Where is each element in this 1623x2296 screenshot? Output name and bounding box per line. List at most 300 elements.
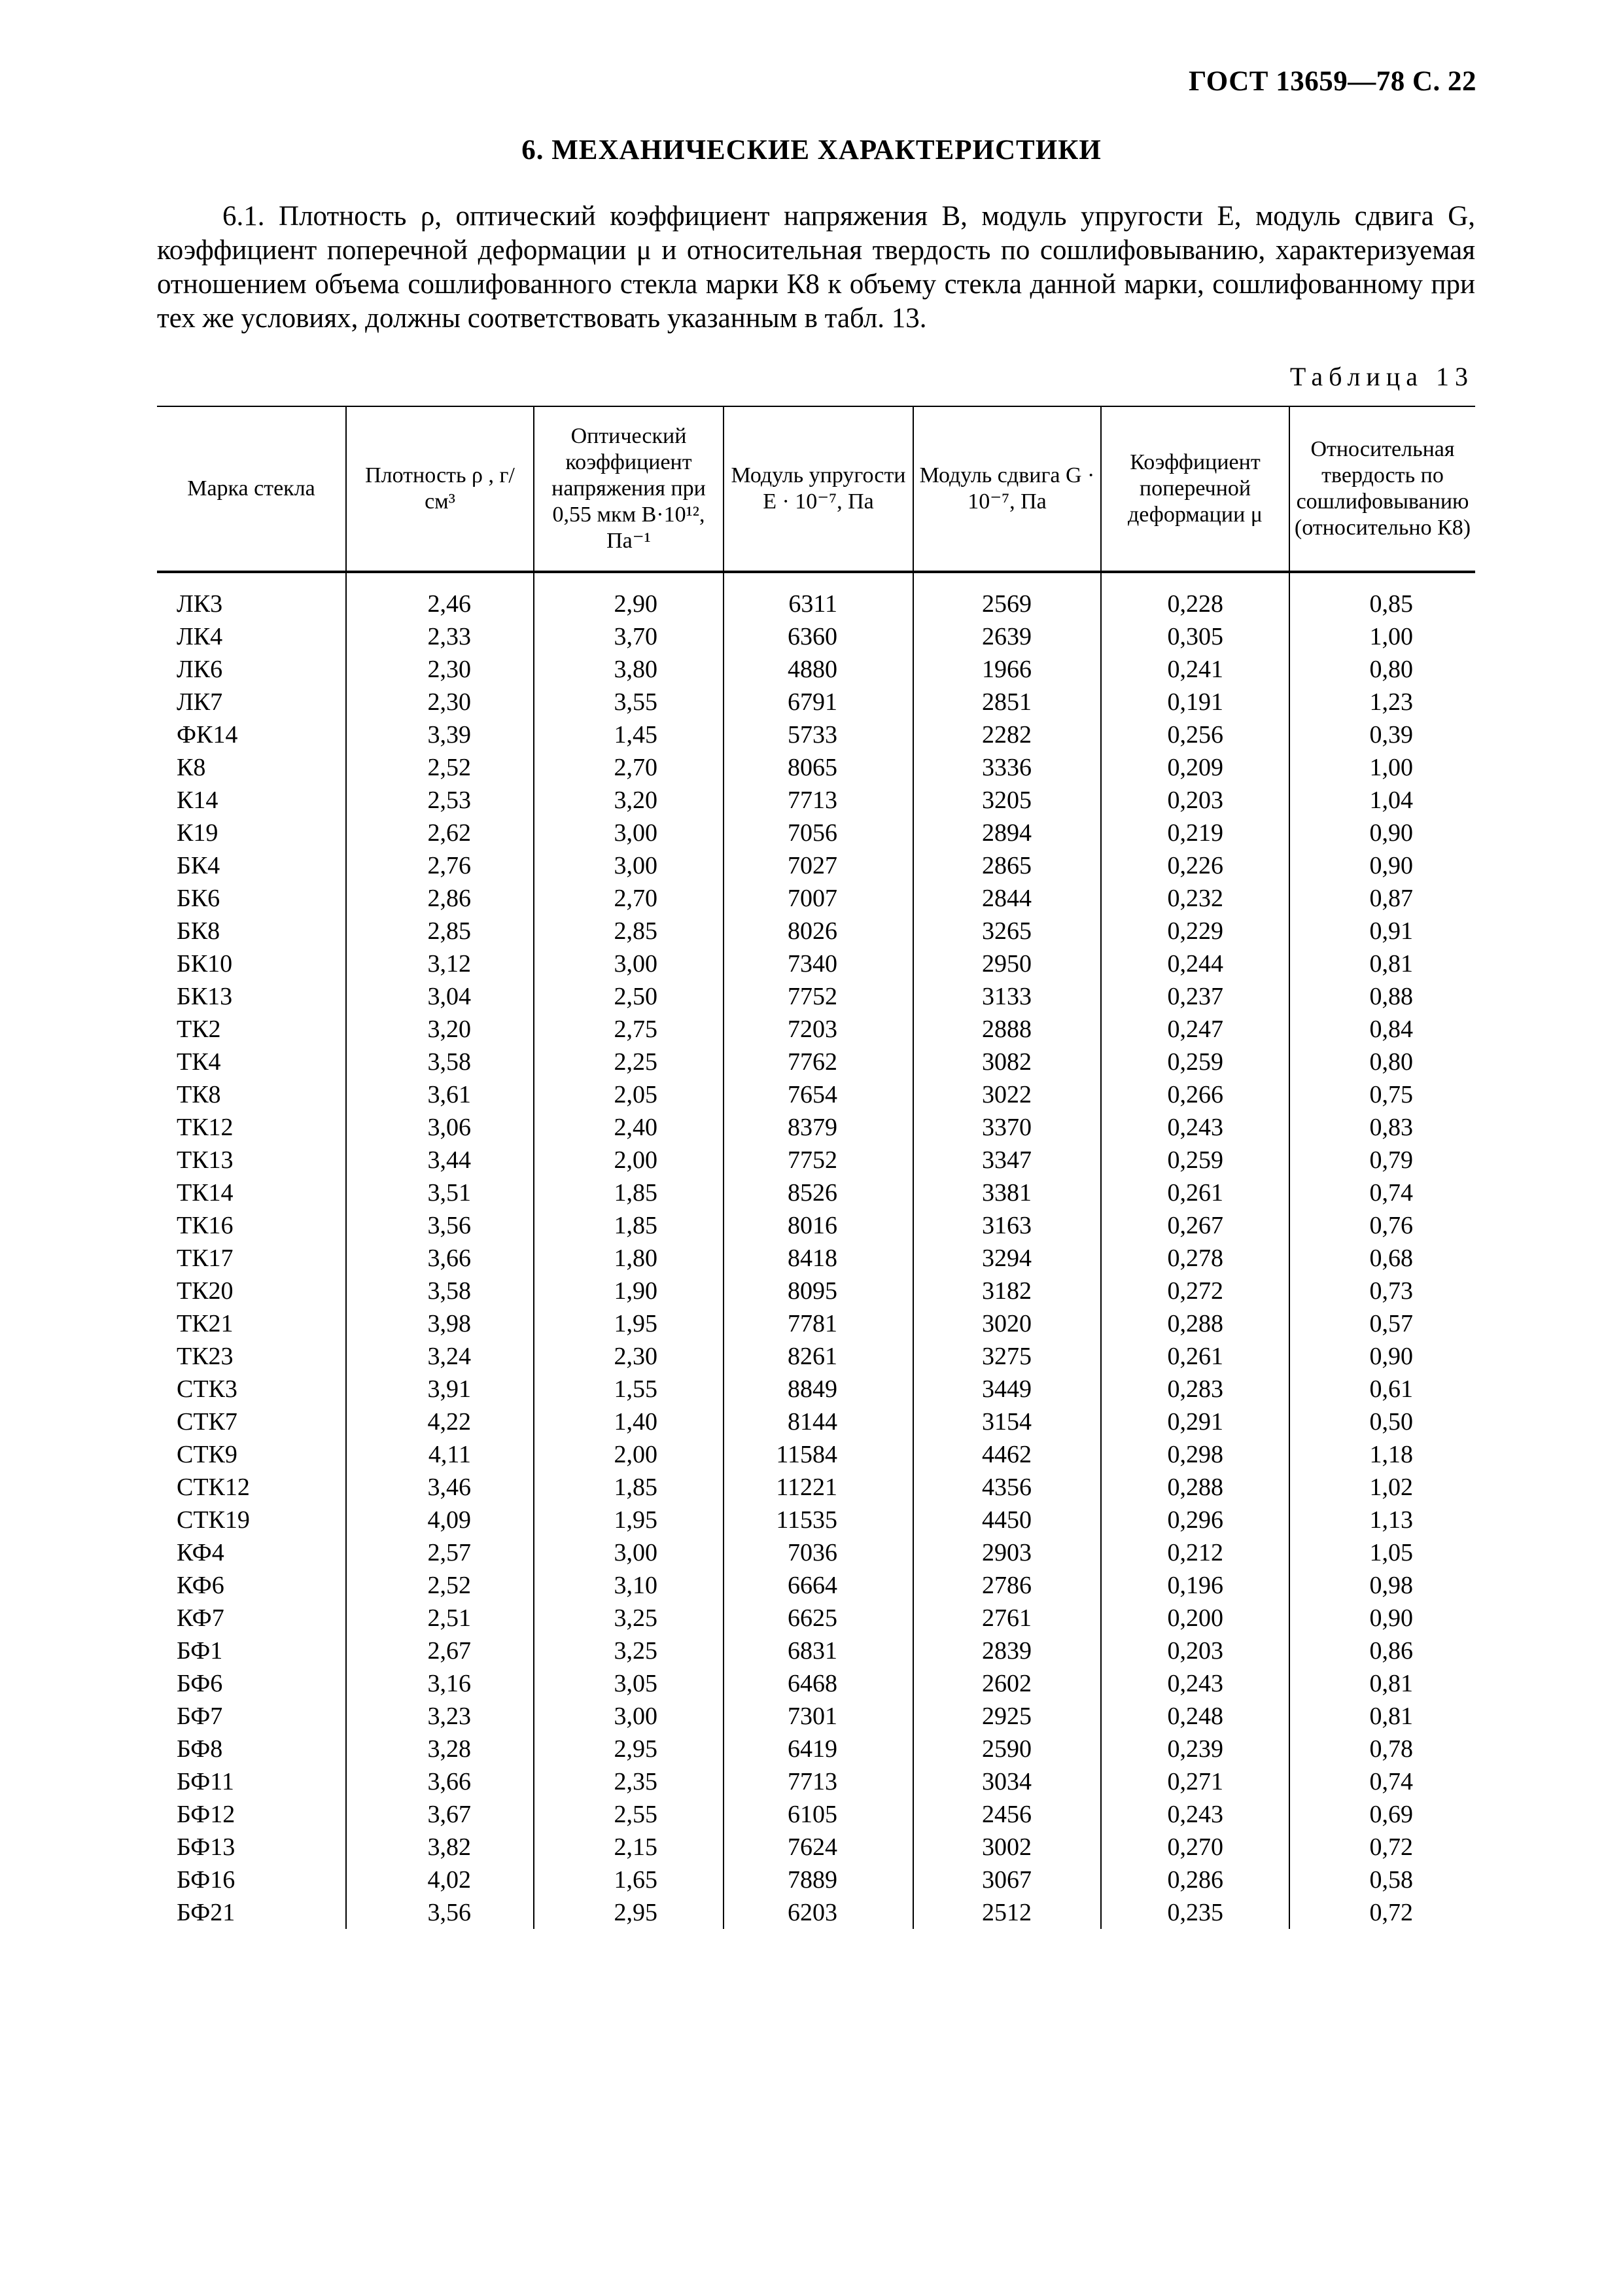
table-cell: 3,55 [534, 686, 724, 718]
table-cell: 2,70 [534, 882, 724, 915]
table-cell: 1,95 [534, 1504, 724, 1536]
glass-grade-cell: БФ8 [177, 1735, 223, 1763]
table-cell: 3,56 [346, 1209, 534, 1242]
table-cell: 3,44 [346, 1144, 534, 1176]
glass-grade-cell: БК4 [177, 852, 220, 879]
table-cell: 8849 [724, 1373, 913, 1405]
table-cell: 2282 [913, 718, 1101, 751]
table-cell: 3,58 [346, 1275, 534, 1307]
table-row [157, 1602, 1475, 1634]
table-cell: 1,85 [534, 1209, 724, 1242]
glass-grade-cell: ЛК6 [177, 656, 223, 683]
table-cell: 2,00 [534, 1144, 724, 1176]
table-cell: 7781 [724, 1307, 913, 1340]
table-cell: 0,81 [1289, 1700, 1475, 1733]
table-cell: 0,237 [1101, 980, 1289, 1013]
table-body [157, 572, 1475, 1929]
table-cell: 7713 [724, 1765, 913, 1798]
table-cell: 3067 [913, 1863, 1101, 1896]
table-cell: 2851 [913, 686, 1101, 718]
table-cell: 2,52 [346, 1569, 534, 1602]
glass-grade-cell: ТК20 [177, 1277, 234, 1305]
table-cell: 2,95 [534, 1896, 724, 1929]
table-cell: 3,00 [534, 849, 724, 882]
glass-grade-cell: БФ1 [177, 1637, 223, 1665]
glass-grade-cell: СТК7 [177, 1408, 237, 1436]
table-cell: 2888 [913, 1013, 1101, 1046]
table-cell: 0,212 [1101, 1536, 1289, 1569]
table-cell: 3034 [913, 1765, 1101, 1798]
table-cell: 0,50 [1289, 1405, 1475, 1438]
table-cell: 2,86 [346, 882, 534, 915]
glass-grade-cell: ТК8 [177, 1081, 221, 1108]
table-cell: 2,33 [346, 620, 534, 653]
table-cell: 2,25 [534, 1046, 724, 1078]
table-cell: 8026 [724, 915, 913, 947]
table-cell: 2925 [913, 1700, 1101, 1733]
table-cell: 1966 [913, 653, 1101, 686]
table-cell: 3,00 [534, 947, 724, 980]
column-header: Марка стекла [157, 406, 346, 572]
table-row [157, 1667, 1475, 1700]
glass-grade-cell: ТК23 [177, 1343, 234, 1370]
glass-grade-cell: СТК3 [177, 1375, 237, 1403]
table-cell: 2,62 [346, 817, 534, 849]
table-cell: 7752 [724, 1144, 913, 1176]
table-row [157, 620, 1475, 653]
table-cell: 11221 [724, 1471, 913, 1504]
table-cell: 0,243 [1101, 1111, 1289, 1144]
glass-grade-cell: ТК14 [177, 1179, 234, 1207]
table-cell: 0,74 [1289, 1176, 1475, 1209]
table-cell: 0,248 [1101, 1700, 1289, 1733]
table-cell: 0,72 [1289, 1896, 1475, 1929]
table-cell: 2,85 [534, 915, 724, 947]
table-cell: 1,85 [534, 1176, 724, 1209]
table-cell: 0,84 [1289, 1013, 1475, 1046]
table-cell: 8261 [724, 1340, 913, 1373]
table-row [157, 1405, 1475, 1438]
table-cell: 0,286 [1101, 1863, 1289, 1896]
table-cell: 2,15 [534, 1831, 724, 1863]
table-row [157, 1373, 1475, 1405]
glass-grade-cell: ЛК4 [177, 623, 223, 650]
table-cell: 3,12 [346, 947, 534, 980]
table-cell: 0,69 [1289, 1798, 1475, 1831]
table-cell: 0,196 [1101, 1569, 1289, 1602]
table-cell: 3,70 [534, 620, 724, 653]
table-cell: 0,90 [1289, 1602, 1475, 1634]
table-cell: 2,53 [346, 784, 534, 817]
table-cell: 2639 [913, 620, 1101, 653]
table-cell: 3,06 [346, 1111, 534, 1144]
glass-grade-cell: БФ6 [177, 1670, 223, 1697]
table-cell: 4,11 [346, 1438, 534, 1471]
table-cell: 3265 [913, 915, 1101, 947]
table-cell: 0,229 [1101, 915, 1289, 947]
table-row [157, 882, 1475, 915]
table-row [157, 1896, 1475, 1929]
table-cell: 0,203 [1101, 1634, 1289, 1667]
table-cell: 0,259 [1101, 1046, 1289, 1078]
table-cell: 7889 [724, 1863, 913, 1896]
table-cell: 7713 [724, 784, 913, 817]
table-cell: 0,243 [1101, 1667, 1289, 1700]
table-cell: 1,95 [534, 1307, 724, 1340]
table-header-row [157, 406, 1475, 572]
table-row [157, 1536, 1475, 1569]
column-header: Оптический коэффициент напряжения при 0,55 мкм B·10¹², Па⁻¹ [534, 406, 724, 572]
table-cell: 3020 [913, 1307, 1101, 1340]
table-cell: 3,98 [346, 1307, 534, 1340]
table-cell: 3,66 [346, 1242, 534, 1275]
table-cell: 7340 [724, 947, 913, 980]
glass-grade-cell: БФ11 [177, 1768, 234, 1795]
table-cell: 3,67 [346, 1798, 534, 1831]
table-cell: 2,55 [534, 1798, 724, 1831]
table-row [157, 1733, 1475, 1765]
glass-grade-cell: К19 [177, 819, 218, 847]
table-cell: 2,85 [346, 915, 534, 947]
table-cell: 2,76 [346, 849, 534, 882]
table-cell: 3,46 [346, 1471, 534, 1504]
table-cell: 2602 [913, 1667, 1101, 1700]
glass-grade-cell: ТК21 [177, 1310, 234, 1337]
table-cell: 0,81 [1289, 947, 1475, 980]
table-cell: 3,20 [534, 784, 724, 817]
table-cell: 7752 [724, 980, 913, 1013]
table-cell: 4450 [913, 1504, 1101, 1536]
table-spacer-row [157, 572, 1475, 588]
table-cell: 2,30 [534, 1340, 724, 1373]
table-cell: 3,28 [346, 1733, 534, 1765]
glass-grade-cell: К8 [177, 754, 206, 781]
glass-grade-cell: БФ16 [177, 1866, 236, 1894]
table-cell: 2590 [913, 1733, 1101, 1765]
table-cell: 0,261 [1101, 1340, 1289, 1373]
glass-grade-cell: ТК4 [177, 1048, 221, 1076]
table-cell: 2,46 [346, 588, 534, 620]
table-cell: 1,23 [1289, 686, 1475, 718]
table-cell: 1,00 [1289, 620, 1475, 653]
table-cell: 2,30 [346, 686, 534, 718]
table-cell: 1,85 [534, 1471, 724, 1504]
table-cell: 0,271 [1101, 1765, 1289, 1798]
table-cell: 0,79 [1289, 1144, 1475, 1176]
table-cell: 1,18 [1289, 1438, 1475, 1471]
table-cell: 4,02 [346, 1863, 534, 1896]
table-row [157, 980, 1475, 1013]
table-row [157, 1307, 1475, 1340]
table-cell: 3,24 [346, 1340, 534, 1373]
table-cell: 2,95 [534, 1733, 724, 1765]
table-row [157, 1209, 1475, 1242]
table-cell: 11584 [724, 1438, 913, 1471]
table-cell: 0,203 [1101, 784, 1289, 817]
table-cell: 3347 [913, 1144, 1101, 1176]
table-cell: 2894 [913, 817, 1101, 849]
table-cell: 0,73 [1289, 1275, 1475, 1307]
table-cell: 8379 [724, 1111, 913, 1144]
table-cell: 0,90 [1289, 817, 1475, 849]
table-cell: 2,05 [534, 1078, 724, 1111]
glass-grade-cell: БК6 [177, 885, 220, 912]
table-cell: 3,51 [346, 1176, 534, 1209]
table-cell: 3,05 [534, 1667, 724, 1700]
table-row [157, 784, 1475, 817]
table-row [157, 849, 1475, 882]
table-cell: 3,25 [534, 1634, 724, 1667]
table-cell: 2786 [913, 1569, 1101, 1602]
table-cell: 0,261 [1101, 1176, 1289, 1209]
glass-grade-cell: КФ6 [177, 1572, 224, 1599]
table-row [157, 817, 1475, 849]
table-row [157, 718, 1475, 751]
table-cell: 2512 [913, 1896, 1101, 1929]
table-cell: 0,68 [1289, 1242, 1475, 1275]
table-cell: 1,55 [534, 1373, 724, 1405]
table-row [157, 686, 1475, 718]
table-cell: 0,90 [1289, 1340, 1475, 1373]
table-cell: 3182 [913, 1275, 1101, 1307]
table-cell: 5733 [724, 718, 913, 751]
table-cell: 7203 [724, 1013, 913, 1046]
table-cell: 7036 [724, 1536, 913, 1569]
table-cell: 3,39 [346, 718, 534, 751]
table-cell: 2,51 [346, 1602, 534, 1634]
section-title: 6. МЕХАНИЧЕСКИЕ ХАРАКТЕРИСТИКИ [521, 135, 1102, 166]
table-cell: 6831 [724, 1634, 913, 1667]
table-cell: 0,83 [1289, 1111, 1475, 1144]
table-row [157, 915, 1475, 947]
table-row [157, 751, 1475, 784]
table-cell: 3,20 [346, 1013, 534, 1046]
table-cell: 0,86 [1289, 1634, 1475, 1667]
glass-grade-cell: СТК19 [177, 1506, 250, 1534]
column-header: Относительная твердость по сошлифовыванию (относительно К8) [1289, 406, 1475, 572]
table-cell: 0,57 [1289, 1307, 1475, 1340]
properties-table [157, 406, 1475, 1929]
table-row [157, 1144, 1475, 1176]
table-cell: 3154 [913, 1405, 1101, 1438]
table-cell: 3133 [913, 980, 1101, 1013]
table-cell: 0,85 [1289, 588, 1475, 620]
table-cell: 8418 [724, 1242, 913, 1275]
table-cell: 0,88 [1289, 980, 1475, 1013]
table-row [157, 1504, 1475, 1536]
table-cell: 7762 [724, 1046, 913, 1078]
table-cell: 8526 [724, 1176, 913, 1209]
glass-grade-cell: КФ4 [177, 1539, 224, 1566]
table-cell: 8095 [724, 1275, 913, 1307]
table-cell: 6203 [724, 1896, 913, 1929]
table-cell: 0,272 [1101, 1275, 1289, 1307]
table-cell: 7301 [724, 1700, 913, 1733]
table-cell: 0,90 [1289, 849, 1475, 882]
table-cell: 1,13 [1289, 1504, 1475, 1536]
table-cell: 3,91 [346, 1373, 534, 1405]
table-row [157, 1798, 1475, 1831]
table-cell: 0,259 [1101, 1144, 1289, 1176]
table-row [157, 1471, 1475, 1504]
glass-grade-cell: БФ21 [177, 1899, 236, 1926]
column-header: Коэффициент поперечной деформации μ [1101, 406, 1289, 572]
table-cell: 2,40 [534, 1111, 724, 1144]
table-cell: 7624 [724, 1831, 913, 1863]
table-cell: 0,58 [1289, 1863, 1475, 1896]
table-caption: Таблица 13 [1289, 362, 1474, 391]
table-cell: 3,00 [534, 1536, 724, 1569]
table-cell: 2,67 [346, 1634, 534, 1667]
table-cell: 0,270 [1101, 1831, 1289, 1863]
glass-grade-cell: ТК12 [177, 1114, 234, 1141]
table-cell: 2456 [913, 1798, 1101, 1831]
table-cell: 8016 [724, 1209, 913, 1242]
table-cell: 4880 [724, 653, 913, 686]
table-cell: 3,00 [534, 817, 724, 849]
table-row [157, 1700, 1475, 1733]
table-cell: 0,72 [1289, 1831, 1475, 1863]
table-row [157, 1013, 1475, 1046]
table-cell: 2844 [913, 882, 1101, 915]
glass-grade-cell: БФ7 [177, 1703, 223, 1730]
table-cell: 0,98 [1289, 1569, 1475, 1602]
glass-grade-cell: ТК13 [177, 1146, 234, 1174]
table-row [157, 653, 1475, 686]
glass-grade-cell: ЛК7 [177, 688, 223, 716]
table-cell: 3381 [913, 1176, 1101, 1209]
table-cell: 3163 [913, 1209, 1101, 1242]
table-cell: 0,239 [1101, 1733, 1289, 1765]
table-cell: 0,278 [1101, 1242, 1289, 1275]
table-row [157, 1438, 1475, 1471]
table-cell: 0,283 [1101, 1373, 1289, 1405]
table-cell: 2903 [913, 1536, 1101, 1569]
table-cell: 4462 [913, 1438, 1101, 1471]
table-cell: 1,05 [1289, 1536, 1475, 1569]
glass-grade-cell: БФ13 [177, 1833, 236, 1861]
table-cell: 4,09 [346, 1504, 534, 1536]
table-cell: 0,200 [1101, 1602, 1289, 1634]
table-cell: 1,00 [1289, 751, 1475, 784]
table-row [157, 1078, 1475, 1111]
glass-grade-cell: ЛК3 [177, 590, 223, 618]
table-row [157, 1634, 1475, 1667]
table-cell: 3002 [913, 1831, 1101, 1863]
table-cell: 7027 [724, 849, 913, 882]
table-cell: 2839 [913, 1634, 1101, 1667]
table-cell: 6311 [724, 588, 913, 620]
table-cell: 3449 [913, 1373, 1101, 1405]
column-header: Плотность ρ , г/см³ [346, 406, 534, 572]
glass-grade-cell: КФ7 [177, 1604, 224, 1632]
table-cell: 6791 [724, 686, 913, 718]
table-cell: 0,305 [1101, 620, 1289, 653]
table-cell: 2,90 [534, 588, 724, 620]
table-cell: 1,40 [534, 1405, 724, 1438]
table-row [157, 588, 1475, 620]
table-cell: 0,91 [1289, 915, 1475, 947]
table-cell: 0,74 [1289, 1765, 1475, 1798]
table-cell: 2,70 [534, 751, 724, 784]
table-cell: 3,82 [346, 1831, 534, 1863]
table-cell: 3,00 [534, 1700, 724, 1733]
column-header: Модуль сдвига G · 10⁻⁷, Па [913, 406, 1101, 572]
table-cell: 0,247 [1101, 1013, 1289, 1046]
table-cell: 0,266 [1101, 1078, 1289, 1111]
table-cell: 6664 [724, 1569, 913, 1602]
table-row [157, 1831, 1475, 1863]
table-cell: 3294 [913, 1242, 1101, 1275]
glass-grade-cell: ТК16 [177, 1212, 234, 1239]
page-header: ГОСТ 13659—78 С. 22 [1188, 66, 1476, 97]
table-cell: 1,80 [534, 1242, 724, 1275]
table-cell: 1,65 [534, 1863, 724, 1896]
glass-grade-cell: ФК14 [177, 721, 238, 749]
table-cell: 0,80 [1289, 653, 1475, 686]
table-cell: 3,61 [346, 1078, 534, 1111]
table-cell: 6419 [724, 1733, 913, 1765]
table-cell: 2,52 [346, 751, 534, 784]
table-cell: 7056 [724, 817, 913, 849]
table-cell: 3,25 [534, 1602, 724, 1634]
table-cell: 3205 [913, 784, 1101, 817]
paragraph-text: 6.1. Плотность ρ, оптический коэффициент напряжения B, модуль упругости E, модуль сдвига G, коэффициент поперечной деформации μ и относительная твердость по сошлифовыванию, характеризуемая отношением объема сошлифованного стекла марки К8 к объему стекла данной марки, сошлифованному при тех же условиях, должны соответствовать указанным в табл. 13. [157, 201, 1475, 334]
table-cell: 1,90 [534, 1275, 724, 1307]
table-cell: 0,209 [1101, 751, 1289, 784]
table-cell: 2,50 [534, 980, 724, 1013]
table-cell: 0,267 [1101, 1209, 1289, 1242]
glass-grade-cell: ТК17 [177, 1245, 234, 1272]
table-cell: 3022 [913, 1078, 1101, 1111]
table-cell: 0,291 [1101, 1405, 1289, 1438]
table-cell: 0,39 [1289, 718, 1475, 751]
table-cell: 0,256 [1101, 718, 1289, 751]
table-cell: 3370 [913, 1111, 1101, 1144]
table-row [157, 1111, 1475, 1144]
table-cell: 0,75 [1289, 1078, 1475, 1111]
table-cell: 0,81 [1289, 1667, 1475, 1700]
table-cell: 7654 [724, 1078, 913, 1111]
table-row [157, 1176, 1475, 1209]
table-cell: 3,80 [534, 653, 724, 686]
glass-grade-cell: БК13 [177, 983, 233, 1010]
table-cell: 3,23 [346, 1700, 534, 1733]
table-cell: 0,226 [1101, 849, 1289, 882]
table-row [157, 947, 1475, 980]
table-cell: 2865 [913, 849, 1101, 882]
table-cell: 11535 [724, 1504, 913, 1536]
table-cell: 3082 [913, 1046, 1101, 1078]
table-cell: 0,298 [1101, 1438, 1289, 1471]
glass-grade-cell: СТК9 [177, 1441, 237, 1468]
table-cell: 1,04 [1289, 784, 1475, 817]
table-cell: 4356 [913, 1471, 1101, 1504]
table-cell: 2950 [913, 947, 1101, 980]
table-cell: 3,16 [346, 1667, 534, 1700]
table-cell: 3,04 [346, 980, 534, 1013]
glass-grade-cell: БК10 [177, 950, 233, 978]
table-cell: 0,288 [1101, 1307, 1289, 1340]
table-cell: 8144 [724, 1405, 913, 1438]
table-cell: 0,61 [1289, 1373, 1475, 1405]
table-cell: 0,288 [1101, 1471, 1289, 1504]
glass-grade-cell: ТК2 [177, 1016, 221, 1043]
table-cell: 4,22 [346, 1405, 534, 1438]
table-cell: 0,191 [1101, 686, 1289, 718]
table-cell: 3,66 [346, 1765, 534, 1798]
table-cell: 0,235 [1101, 1896, 1289, 1929]
